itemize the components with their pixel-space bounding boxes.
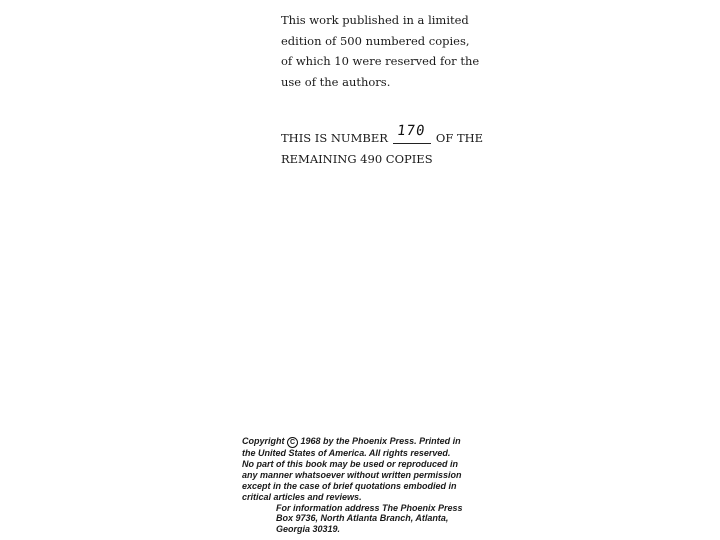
limited-edition-notice bbox=[281, 10, 521, 92]
copyright-line: any manner whatsoever without written permission bbox=[242, 469, 462, 480]
copyright-line-rest: 1968 by the Phoenix Press. Printed in bbox=[300, 436, 461, 446]
copyright-notice bbox=[242, 436, 492, 535]
copyright-symbol-icon: C bbox=[287, 437, 298, 448]
copy-number-suffix: OF THE bbox=[435, 131, 484, 145]
copyright-word: Copyright bbox=[242, 436, 285, 446]
limited-edition-line: of which 10 were reserved for the bbox=[281, 54, 480, 68]
copy-number-blank bbox=[393, 123, 431, 144]
copyright-line bbox=[242, 436, 492, 448]
copyright-line: critical articles and reviews. bbox=[242, 491, 362, 502]
remaining-copies-line: REMAINING 490 COPIES bbox=[281, 151, 433, 166]
copy-number-notice bbox=[281, 123, 541, 169]
limited-edition-line: use of the authors. bbox=[281, 74, 391, 89]
copyright-line: No part of this book may be used or reproduced in bbox=[242, 458, 459, 469]
copyright-line: the United States of America. All rights reserved. bbox=[242, 448, 451, 458]
publisher-address-line: Box 9736, North Atlanta Branch, Atlanta, bbox=[276, 513, 449, 524]
publisher-address-line: For information address The Phoenix Press bbox=[276, 502, 463, 513]
limited-edition-line: This work published in a limited bbox=[281, 13, 469, 27]
limited-edition-line: edition of 500 numbered copies, bbox=[281, 33, 470, 48]
copy-number-prefix: THIS IS NUMBER bbox=[281, 131, 388, 145]
handwritten-copy-number: 170 bbox=[395, 123, 427, 139]
publisher-address-line: Georgia 30319. bbox=[276, 524, 341, 535]
copyright-line: except in the case of brief quotations embodied in bbox=[242, 480, 457, 491]
copy-number-line bbox=[281, 123, 541, 149]
